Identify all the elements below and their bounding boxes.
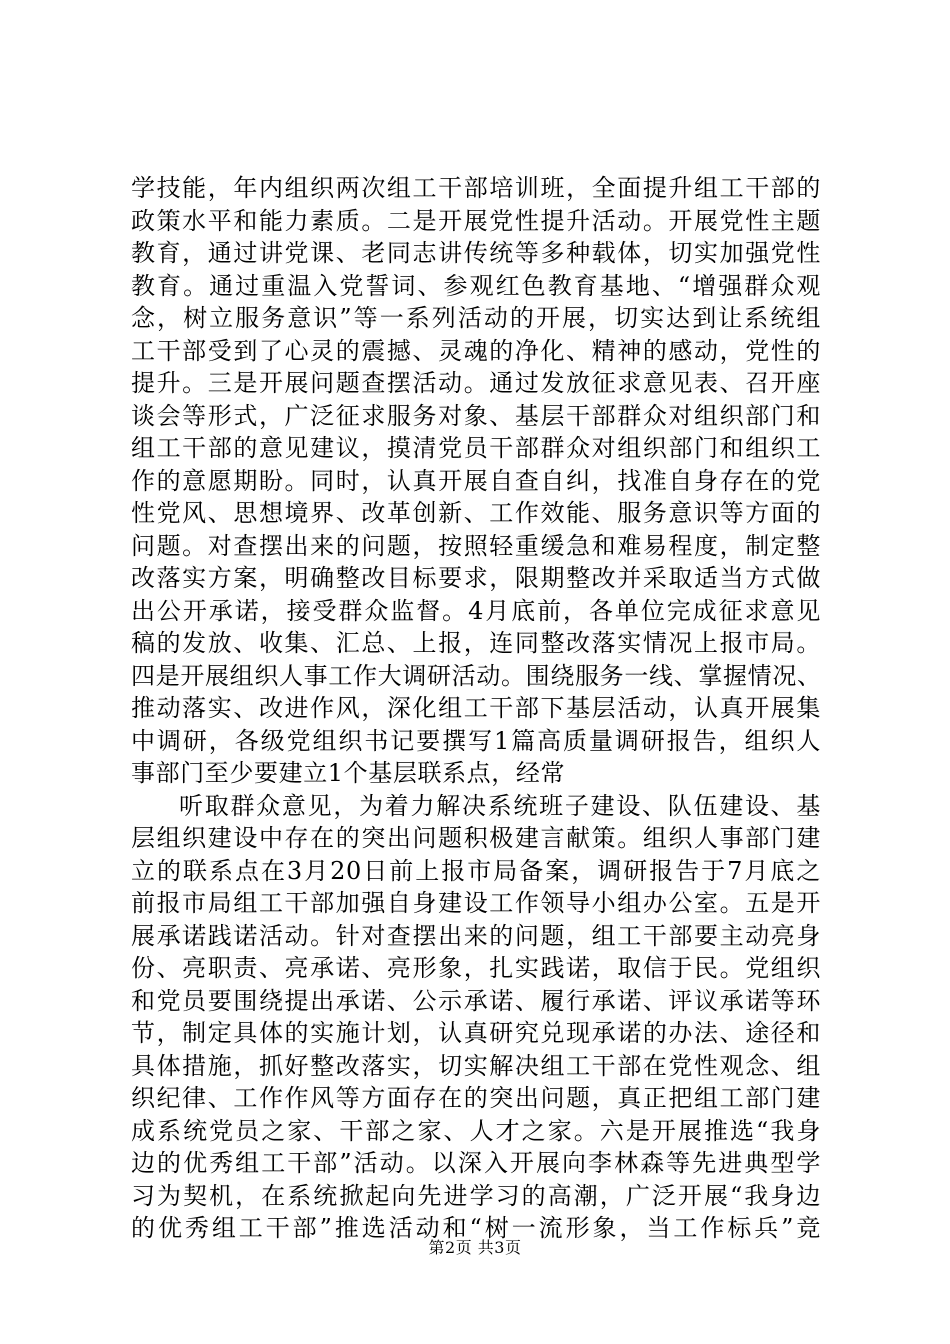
body-text <box>131 172 821 1245</box>
text-line-25: 份、亮职责、亮承诺、亮形象，扎实践诺，取信于民。党组织 <box>131 954 821 982</box>
text-line-10: 作的意愿期盼。同时，认真开展自查自纠，找准自身存在的党 <box>131 466 821 495</box>
text-line-4: 教育。通过重温入党誓词、参观红色教育基地、“增强群众观 <box>131 271 821 300</box>
text-line-8: 谈会等形式，广泛征求服务对象、基层干部群众对组织部门和 <box>131 401 821 430</box>
text-line-19: 事部门至少要建立1个基层联系点，经常 <box>131 759 566 787</box>
text-line-7: 提升。三是开展问题查摆活动。通过发放征求意见表、召开座 <box>131 369 821 397</box>
text-line-6: 工干部受到了心灵的震撼、灵魂的净化、精神的感动，党性的 <box>131 336 821 365</box>
text-line-2: 政策水平和能力素质。二是开展党性提升活动。开展党性主题 <box>131 206 821 235</box>
page-number: 第2页 共3页 <box>428 1238 522 1257</box>
text-line-26: 和党员要围绕提出承诺、公示承诺、履行承诺、评议承诺等环 <box>131 986 821 1015</box>
text-line-24: 展承诺践诺活动。针对查摆出来的问题，组工干部要主动亮身 <box>131 921 821 950</box>
text-line-16: 四是开展组织人事工作大调研活动。围绕服务一线、掌握情况、 <box>131 661 821 690</box>
text-line-21: 层组织建设中存在的突出问题积极建言献策。组织人事部门建 <box>131 824 821 852</box>
text-line-15: 稿的发放、收集、汇总、上报，连同整改落实情况上报市局。 <box>131 629 821 657</box>
text-line-1: 学技能，年内组织两次组工干部培训班，全面提升组工干部的 <box>131 174 821 202</box>
text-line-32: 习为契机，在系统掀起向先进学习的高潮，广泛开展“我身边 <box>131 1181 821 1210</box>
text-line-17: 推动落实、改进作风，深化组工干部下基层活动，认真开展集 <box>131 694 821 722</box>
text-line-13: 改落实方案，明确整改目标要求，限期整改并采取适当方式做 <box>131 564 821 592</box>
text-line-9: 组工干部的意见建议，摸清党员干部群众对组织部门和组织工 <box>131 434 821 462</box>
text-line-30: 成系统党员之家、干部之家、人才之家。六是开展推选“我身 <box>131 1116 821 1145</box>
text-line-28: 具体措施，抓好整改落实，切实解决组工干部在党性观念、组 <box>131 1051 821 1080</box>
text-line-5: 念，树立服务意识”等一系列活动的开展，切实达到让系统组 <box>131 304 821 332</box>
text-line-22: 立的联系点在3月20日前上报市局备案，调研报告于7月底之 <box>131 856 821 885</box>
text-line-14: 出公开承诺，接受群众监督。4月底前，各单位完成征求意见 <box>131 596 821 625</box>
page-footer <box>0 1238 950 1258</box>
text-line-11: 性党风、思想境界、改革创新、工作效能、服务意识等方面的 <box>131 499 821 527</box>
text-line-31: 边的优秀组工干部”活动。以深入开展向李林森等先进典型学 <box>131 1149 821 1177</box>
text-line-29: 织纪律、工作作风等方面存在的突出问题，真正把组工部门建 <box>131 1084 821 1112</box>
text-line-20: 听取群众意见，为着力解决系统班子建设、队伍建设、基 <box>179 791 821 820</box>
text-line-27: 节，制定具体的实施计划，认真研究兑现承诺的办法、途径和 <box>131 1019 821 1047</box>
text-line-12: 问题。对查摆出来的问题，按照轻重缓急和难易程度，制定整 <box>131 531 821 560</box>
text-line-18: 中调研，各级党组织书记要撰写1篇高质量调研报告，组织人 <box>131 726 821 755</box>
text-line-3: 教育，通过讲党课、老同志讲传统等多种载体，切实加强党性 <box>131 239 821 267</box>
text-line-23: 前报市局组工干部加强自身建设工作领导小组办公室。五是开 <box>131 889 821 917</box>
text-line-33: 的优秀组工干部”推选活动和“树一流形象，当工作标兵”竞 <box>131 1214 821 1242</box>
